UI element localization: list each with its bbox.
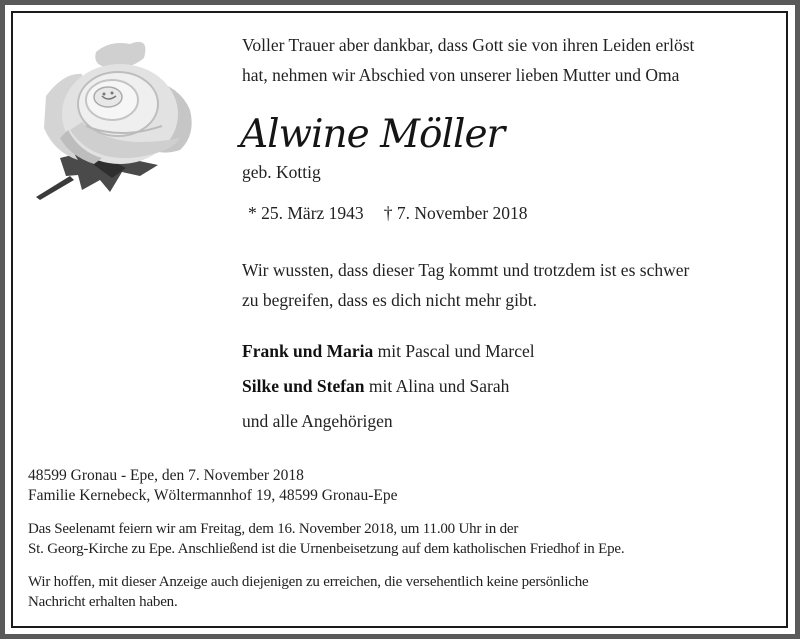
- life-dates: [248, 201, 528, 225]
- deceased-name: Alwine Möller: [240, 112, 505, 157]
- death-date: † 7. November 2018: [383, 203, 528, 223]
- mourner-children: mit Alina und Sarah: [364, 376, 510, 396]
- mourner-line: [242, 334, 535, 369]
- mourner-line: [242, 369, 535, 404]
- mourner-line: [242, 404, 535, 439]
- family-address: Familie Kernebeck, Wöltermannhof 19, 48599 Gronau-Epe: [28, 487, 398, 504]
- maiden-name: geb. Kottig: [242, 162, 321, 182]
- quote-line: Wir wussten, dass dieser Tag kommt und trotzdem ist es schwer: [242, 260, 690, 280]
- intro-line: Voller Trauer aber dankbar, dass Gott sie von ihren Leiden erlöst: [242, 35, 695, 55]
- service-line: St. Georg-Kirche zu Epe. Anschließend ist die Urnenbeisetzung auf dem katholischen Friedhof in Epe.: [28, 541, 625, 557]
- birth-date: * 25. März 1943: [248, 203, 364, 223]
- service-info: [28, 519, 624, 559]
- closing-note: [28, 572, 589, 612]
- note-line: Nachricht erhalten haben.: [28, 594, 178, 610]
- mourners-list: [242, 334, 535, 439]
- service-line: Das Seelenamt feiern wir am Freitag, dem 16. November 2018, um 11.00 Uhr in der: [28, 521, 519, 537]
- address-block: [28, 466, 397, 506]
- mourner-children: mit Pascal und Marcel: [373, 341, 535, 361]
- mourner-names: Silke und Stefan: [242, 376, 365, 396]
- intro-line: hat, nehmen wir Abschied von unserer lieben Mutter und Oma: [242, 65, 680, 85]
- note-line: Wir hoffen, mit dieser Anzeige auch diejenigen zu erreichen, die versehentlich keine persönliche: [28, 574, 589, 590]
- quote-text: [242, 255, 689, 315]
- white-rose-icon: [30, 30, 210, 210]
- quote-line: zu begreifen, dass es dich nicht mehr gibt.: [242, 290, 537, 310]
- mourner-relatives: und alle Angehörigen: [242, 411, 393, 431]
- mourner-names: Frank und Maria: [242, 341, 374, 361]
- place-date: 48599 Gronau - Epe, den 7. November 2018: [28, 467, 304, 484]
- intro-text: [242, 30, 694, 90]
